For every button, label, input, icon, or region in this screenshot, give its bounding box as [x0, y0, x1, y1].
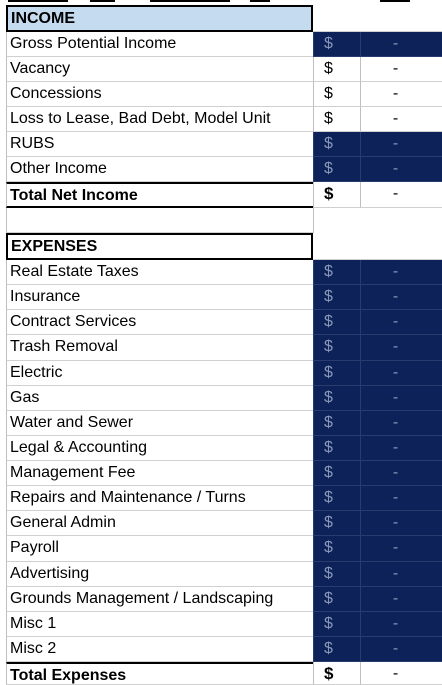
income-value: - — [360, 82, 442, 107]
expense-dollar[interactable]: $ — [313, 587, 360, 612]
expenses-header-blank — [313, 233, 442, 260]
cropped-top-row — [0, 0, 442, 4]
expense-label: Advertising — [6, 562, 313, 587]
income-label: Other Income — [6, 157, 313, 182]
expense-dollar[interactable]: $ — [313, 335, 360, 360]
expense-label: Grounds Management / Landscaping — [6, 587, 313, 612]
expense-label: Misc 1 — [6, 612, 313, 637]
income-label: Concessions — [6, 82, 313, 107]
expense-label: Insurance — [6, 285, 313, 310]
expense-row — [0, 461, 442, 486]
expense-dollar[interactable]: $ — [313, 386, 360, 411]
total-expenses-label: Total Expenses — [6, 662, 313, 685]
expense-dollar[interactable]: $ — [313, 536, 360, 561]
expense-dollar[interactable]: $ — [313, 486, 360, 511]
income-label: RUBS — [6, 132, 313, 157]
expense-label: General Admin — [6, 511, 313, 536]
expense-row — [0, 536, 442, 561]
expense-dollar[interactable]: $ — [313, 511, 360, 536]
total-expenses-dollar: $ — [313, 662, 360, 685]
expense-dollar[interactable]: $ — [313, 361, 360, 386]
expense-row — [0, 386, 442, 411]
expense-value[interactable]: - — [360, 486, 442, 511]
income-row — [0, 132, 442, 157]
income-label: Vacancy — [6, 57, 313, 82]
expenses-header-row — [0, 233, 442, 260]
total-net-income-row — [0, 182, 442, 208]
expense-label: Payroll — [6, 536, 313, 561]
spacer-row — [0, 208, 442, 233]
income-label: Gross Potential Income — [6, 32, 313, 57]
expense-row — [0, 310, 442, 335]
expense-row — [0, 361, 442, 386]
income-row — [0, 157, 442, 182]
expense-value[interactable]: - — [360, 587, 442, 612]
expense-value[interactable]: - — [360, 361, 442, 386]
total-net-income-value: - — [360, 182, 442, 208]
expense-row — [0, 511, 442, 536]
income-dollar: $ — [313, 57, 360, 82]
expense-value[interactable]: - — [360, 511, 442, 536]
expense-dollar[interactable]: $ — [313, 260, 360, 285]
expense-value[interactable]: - — [360, 637, 442, 662]
spacer-cell — [6, 208, 313, 233]
expense-dollar[interactable]: $ — [313, 285, 360, 310]
income-header-row — [0, 5, 442, 32]
expense-label: Electric — [6, 361, 313, 386]
income-dollar: $ — [313, 82, 360, 107]
expense-dollar[interactable]: $ — [313, 461, 360, 486]
expense-dollar[interactable]: $ — [313, 612, 360, 637]
income-row — [0, 32, 442, 57]
expense-dollar[interactable]: $ — [313, 411, 360, 436]
income-row — [0, 107, 442, 132]
total-expenses-value: - — [360, 662, 442, 685]
income-dollar[interactable]: $ — [313, 157, 360, 182]
expense-value[interactable]: - — [360, 310, 442, 335]
spacer-cell — [313, 208, 442, 233]
total-net-income-label: Total Net Income — [6, 182, 313, 208]
income-header-blank — [313, 5, 442, 32]
expense-value[interactable]: - — [360, 411, 442, 436]
income-row — [0, 57, 442, 82]
expense-value[interactable]: - — [360, 335, 442, 360]
income-dollar[interactable]: $ — [313, 32, 360, 57]
total-net-income-dollar: $ — [313, 182, 360, 208]
expenses-header: EXPENSES — [6, 233, 313, 260]
income-value: - — [360, 107, 442, 132]
income-header: INCOME — [6, 5, 313, 32]
expense-value[interactable]: - — [360, 461, 442, 486]
income-value[interactable]: - — [360, 132, 442, 157]
expense-label: Management Fee — [6, 461, 313, 486]
expense-row — [0, 587, 442, 612]
expense-label: Contract Services — [6, 310, 313, 335]
expense-row — [0, 637, 442, 662]
income-label: Loss to Lease, Bad Debt, Model Unit — [6, 107, 313, 132]
expense-value[interactable]: - — [360, 436, 442, 461]
expense-dollar[interactable]: $ — [313, 637, 360, 662]
expense-dollar[interactable]: $ — [313, 436, 360, 461]
expense-row — [0, 612, 442, 637]
expense-row — [0, 562, 442, 587]
income-dollar[interactable]: $ — [313, 132, 360, 157]
expense-value[interactable]: - — [360, 562, 442, 587]
expense-row — [0, 260, 442, 285]
expense-row — [0, 486, 442, 511]
expense-label: Legal & Accounting — [6, 436, 313, 461]
expense-value[interactable]: - — [360, 386, 442, 411]
income-dollar: $ — [313, 107, 360, 132]
expense-value[interactable]: - — [360, 612, 442, 637]
expense-row — [0, 436, 442, 461]
expense-row — [0, 285, 442, 310]
income-value[interactable]: - — [360, 157, 442, 182]
income-value[interactable]: - — [360, 32, 442, 57]
expense-label: Real Estate Taxes — [6, 260, 313, 285]
expense-row — [0, 411, 442, 436]
income-value: - — [360, 57, 442, 82]
expense-dollar[interactable]: $ — [313, 310, 360, 335]
total-expenses-row — [0, 662, 442, 685]
expense-label: Gas — [6, 386, 313, 411]
expense-label: Misc 2 — [6, 637, 313, 662]
expense-value[interactable]: - — [360, 285, 442, 310]
expense-value[interactable]: - — [360, 260, 442, 285]
expense-row — [0, 335, 442, 360]
income-row — [0, 82, 442, 107]
expense-label: Trash Removal — [6, 335, 313, 360]
expense-label: Water and Sewer — [6, 411, 313, 436]
expense-label: Repairs and Maintenance / Turns — [6, 486, 313, 511]
expense-dollar[interactable]: $ — [313, 562, 360, 587]
expense-value[interactable]: - — [360, 536, 442, 561]
